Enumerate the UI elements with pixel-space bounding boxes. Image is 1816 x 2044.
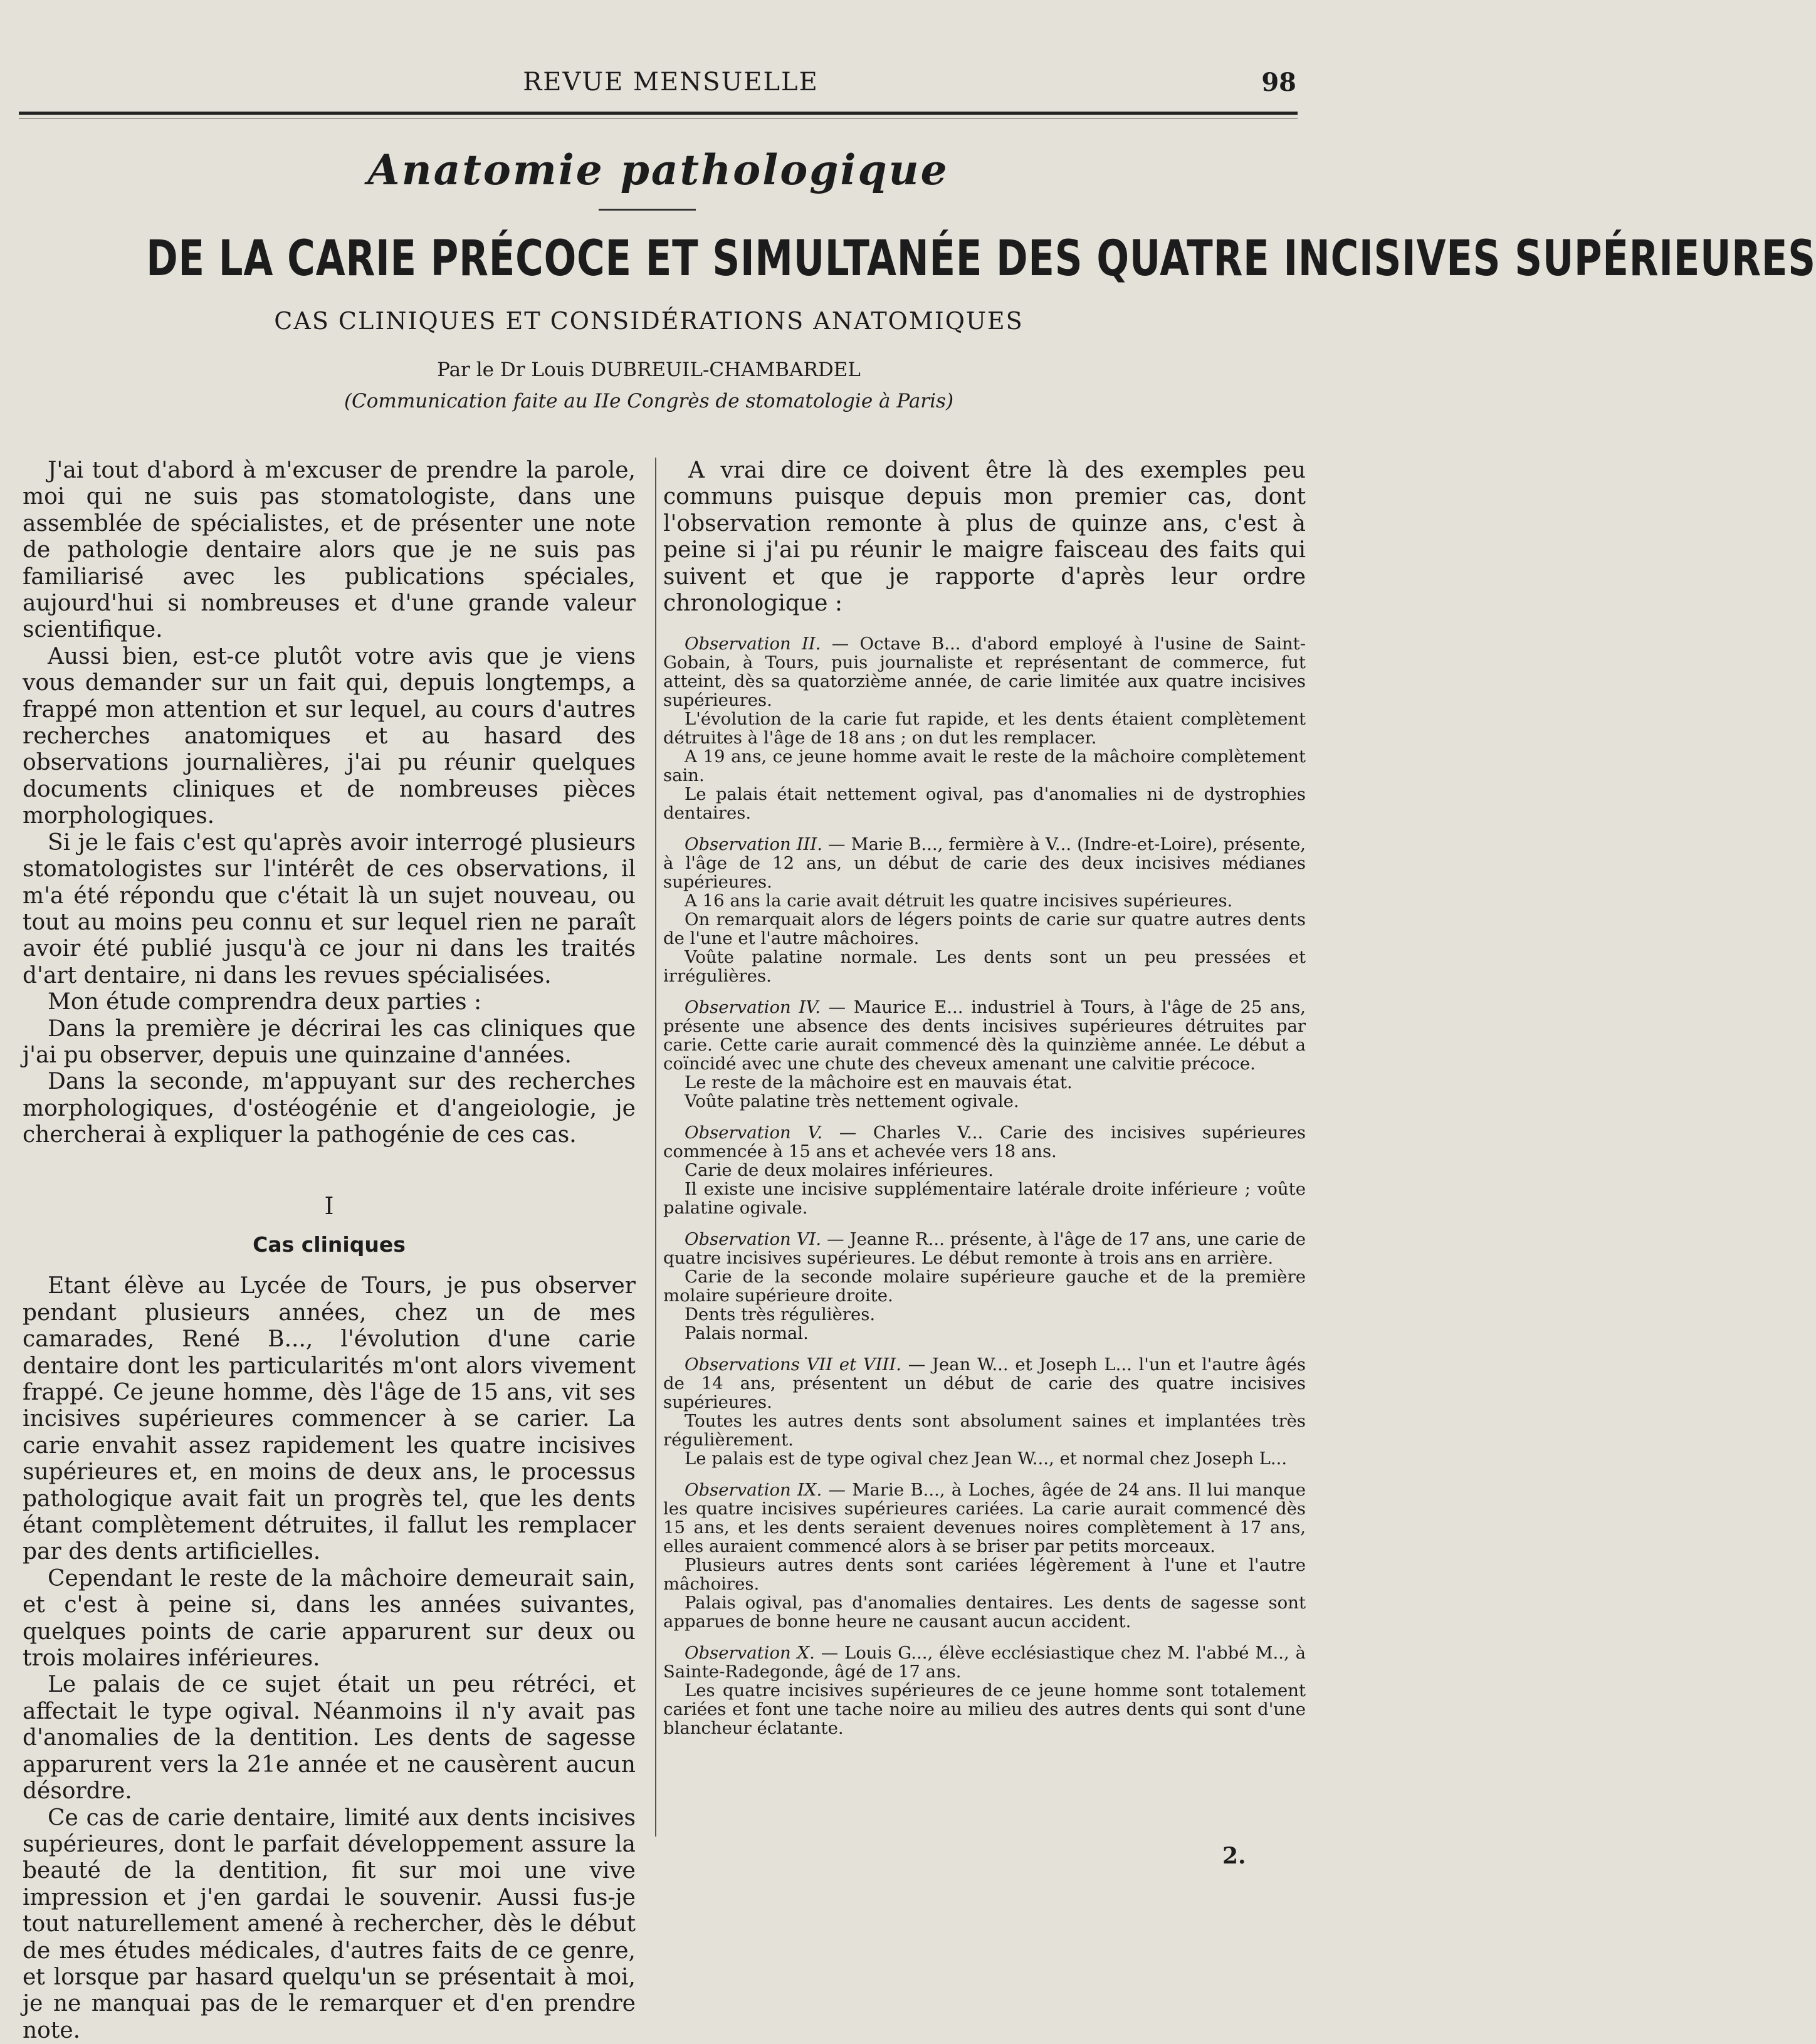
column-divider [655,458,656,1837]
paragraph: Etant élève au Lycée de Tours, je pus observer pendant plusieurs années, chez un de mes camarades, René B..., l'évolution d'une carie dentaire dont les particularités m'ont alors vivement frappé. Ce jeune homme, dès l'âge de 15 ans, vit ses incisives supérieures commencer à se carier. La carie envahit assez rapidement les quatre incisives supérieures et, en moins de deux ans, le processus pathologique avait fait un progrès tel, que les dents étant complètement détruites, il fallut les remplacer par des dents artificielles. [23,1273,636,1565]
section-title: Anatomie pathologique [0,145,1316,194]
observation [663,998,1306,1111]
observation-text: — Maurice E... industriel à Tours, à l'âge de 25 ans, présente une absence des dents incisives supérieures détruites par carie. Cette carie aurait commencé dès la quinzième année. Le début a coïncidé avec une chute des cheveux amenant une calvitie précoce. [663,997,1306,1074]
signature-mark: 2. [1222,1843,1246,1869]
observation-text: Plusieurs autres dents sont cariées légèrement à l'une et l'autre mâchoires. [663,1556,1306,1593]
observation-text: — Jeanne R... présente, à l'âge de 17 ans, une carie de quatre incisives supérieures. Le début remonte à trois ans en arrière. [663,1229,1306,1268]
observation [663,1123,1306,1217]
part-number: I [23,1193,636,1219]
observation [663,835,1306,985]
observation-text: On remarquait alors de légers points de carie sur quatre autres dents de l'une et l'autre mâchoires. [663,910,1306,948]
byline-note: (Communication faite au IIe Congrès de stomatologie à Paris) [0,390,1298,412]
paragraph: Dans la première je décrirai les cas cliniques que j'ai pu observer, depuis une quinzaine d'années. [23,1016,636,1069]
right-column [663,458,1306,1750]
observation-text: Le reste de la mâchoire est en mauvais état. [663,1073,1306,1092]
observation-text: — Louis G..., élève ecclésiastique chez M. l'abbé M.., à Sainte-Radegonde, âgé de 17 ans. [663,1643,1306,1682]
paragraph: J'ai tout d'abord à m'excuser de prendre la parole, moi qui ne suis pas stomatologiste, dans une assemblée de spécialistes, et de présenter une note de pathologie dentaire alors que je ne suis pas familiarisé avec les publications spéciales, aujourd'hui si nombreuses et d'une grande valeur scientifique. [23,458,636,644]
paragraph: Cependant le reste de la mâchoire demeurait sain, et c'est à peine si, dans les années suivantes, quelques points de carie apparurent sur deux ou trois molaires inférieures. [23,1566,636,1672]
journal-name: REVUE MENSUELLE [0,68,1341,97]
observation-label: Observation IX. [685,1480,822,1500]
observation-text: L'évolution de la carie fut rapide, et les dents étaient complètement détruites à l'âge de 18 ans ; on dut les remplacer. [663,710,1306,747]
observation-text: A 16 ans la carie avait détruit les quatre incisives supérieures. [663,891,1306,910]
paragraph: Le palais de ce sujet était un peu rétréci, et affectait le type ogival. Néanmoins il n'y avait pas d'anomalies de la dentition. Les dents de sagesse apparurent vers la 21e année et ne causèrent aucun désordre. [23,1672,636,1805]
observation-text: — Charles V... Carie des incisives supérieures commencée à 15 ans et achevée vers 18 ans. [663,1123,1306,1161]
observation-text: Palais normal. [663,1324,1306,1343]
article-title: DE LA CARIE PRÉCOCE ET SIMULTANÉE DES QUATRE INCISIVES SUPÉRIEURES [146,231,1183,287]
paragraph: Aussi bien, est-ce plutôt votre avis que je viens vous demander sur un fait qui, depuis longtemps, a frappé mon attention et sur lequel, au cours d'autres recherches anatomiques et au hasard des observations journalières, j'ai pu réunir quelques documents cliniques et de nombreuses pièces morphologiques. [23,644,636,830]
title-divider [599,209,696,211]
observation-label: Observation X. [685,1643,815,1663]
observation-text: Dents très régulières. [663,1305,1306,1324]
observation-text: Voûte palatine normale. Les dents sont un peu pressées et irrégulières. [663,948,1306,985]
observation [663,1481,1306,1631]
observation-text: Carie de deux molaires inférieures. [663,1161,1306,1180]
part-title: Cas cliniques [23,1232,636,1258]
observation-text: — Jean W... et Joseph L... l'un et l'autre âgés de 14 ans, présentent un début de carie des quatre incisives supérieures. [663,1355,1306,1412]
observation-text: Carie de la seconde molaire supérieure gauche et de la première molaire supérieure droite. [663,1267,1306,1305]
observation [663,1355,1306,1468]
observation-text: Le palais est de type ogival chez Jean W..., et normal chez Joseph L... [663,1449,1306,1468]
observation-text: Les quatre incisives supérieures de ce jeune homme sont totalement cariées et font une tache noire au milieu des autres dents qui sont d'une blancheur éclatante. [663,1681,1306,1737]
intro-paragraph: A vrai dire ce doivent être là des exemples peu communs puisque depuis mon premier cas, dont l'observation remonte à plus de quinze ans, c'est à peine si j'ai pu réunir le maigre faisceau des faits qui suivent et que je rapporte d'après leur ordre chronologique : [663,458,1306,617]
running-head [0,68,1452,105]
observation-label: Observation II. [685,634,821,654]
observation-text: Il existe une incisive supplémentaire latérale droite inférieure ; voûte palatine ogivale. [663,1180,1306,1217]
article-subtitle: CAS CLINIQUES ET CONSIDÉRATIONS ANATOMIQUES [0,307,1298,335]
author-byline: Par le Dr Louis DUBREUIL-CHAMBARDEL [0,359,1298,381]
observation [663,1230,1306,1343]
paragraph: Ce cas de carie dentaire, limité aux dents incisives supérieures, dont le parfait développement assure la beauté de la dentition, fit sur moi une vive impression et j'en gardai le souvenir. Aussi fus-je tout naturellement amené à rechercher, dès le début de mes études médicales, d'autres faits de ce genre, et lorsque par hasard quelqu'un se présentait à moi, je ne manquai pas de le remarquer et d'en prendre note. [23,1805,636,2044]
observation-label: Observation III. [685,834,822,854]
observation-text: A 19 ans, ce jeune homme avait le reste de la mâchoire complètement sain. [663,747,1306,785]
observation-text: Le palais était nettement ogival, pas d'anomalies ni de dystrophies dentaires. [663,785,1306,822]
observation-text: — Marie B..., à Loches, âgée de 24 ans. Il lui manque les quatre incisives supérieures cariées. La carie aurait commencé dès 15 ans, et les dents seraient devenues noires complètement à 17 ans, elles auraient commencé alors à se briser par petits morceaux. [663,1480,1306,1556]
paragraph: Si je le fais c'est qu'après avoir interrogé plusieurs stomatologistes sur l'intérêt de ces observations, il m'a été répondu que c'était là un sujet nouveau, ou tout au moins peu connu et sur lequel rien ne paraît avoir été publié jusqu'à ce jour ni dans les traités d'art dentaire, ni dans les revues spécialisées. [23,830,636,989]
observation-label: Observations VII et VIII. [685,1355,901,1375]
observation-text: Voûte palatine très nettement ogivale. [663,1092,1306,1111]
observation-text: — Marie B..., fermière à V... (Indre-et-Loire), présente, à l'âge de 12 ans, un début de carie des deux incisives médianes supérieures. [663,834,1306,892]
left-column [23,458,636,2044]
observation-label: Observation VI. [685,1229,821,1249]
observation-text: Toutes les autres dents sont absolument saines et implantées très régulièrement. [663,1412,1306,1449]
observation-label: Observation V. [685,1123,822,1143]
page-number: 98 [1261,68,1296,97]
observation [663,1643,1306,1737]
observation [663,634,1306,822]
observation-label: Observation IV. [685,997,821,1017]
header-rule [19,112,1298,115]
observation-text: — Octave B... d'abord employé à l'usine de Saint-Gobain, à Tours, puis journaliste et représentant de commerce, fut atteint, dès sa quatorzième année, de carie limitée aux quatre incisives supérieures. [663,634,1306,710]
paragraph: Mon étude comprendra deux parties : [23,989,636,1015]
paragraph: Dans la seconde, m'appuyant sur des recherches morphologiques, d'ostéogénie et d'angeiologie, je chercherai à expliquer la pathogénie de ces cas. [23,1069,636,1148]
observation-text: Palais ogival, pas d'anomalies dentaires. Les dents de sagesse sont apparues de bonne heure ne causant aucun accident. [663,1593,1306,1631]
